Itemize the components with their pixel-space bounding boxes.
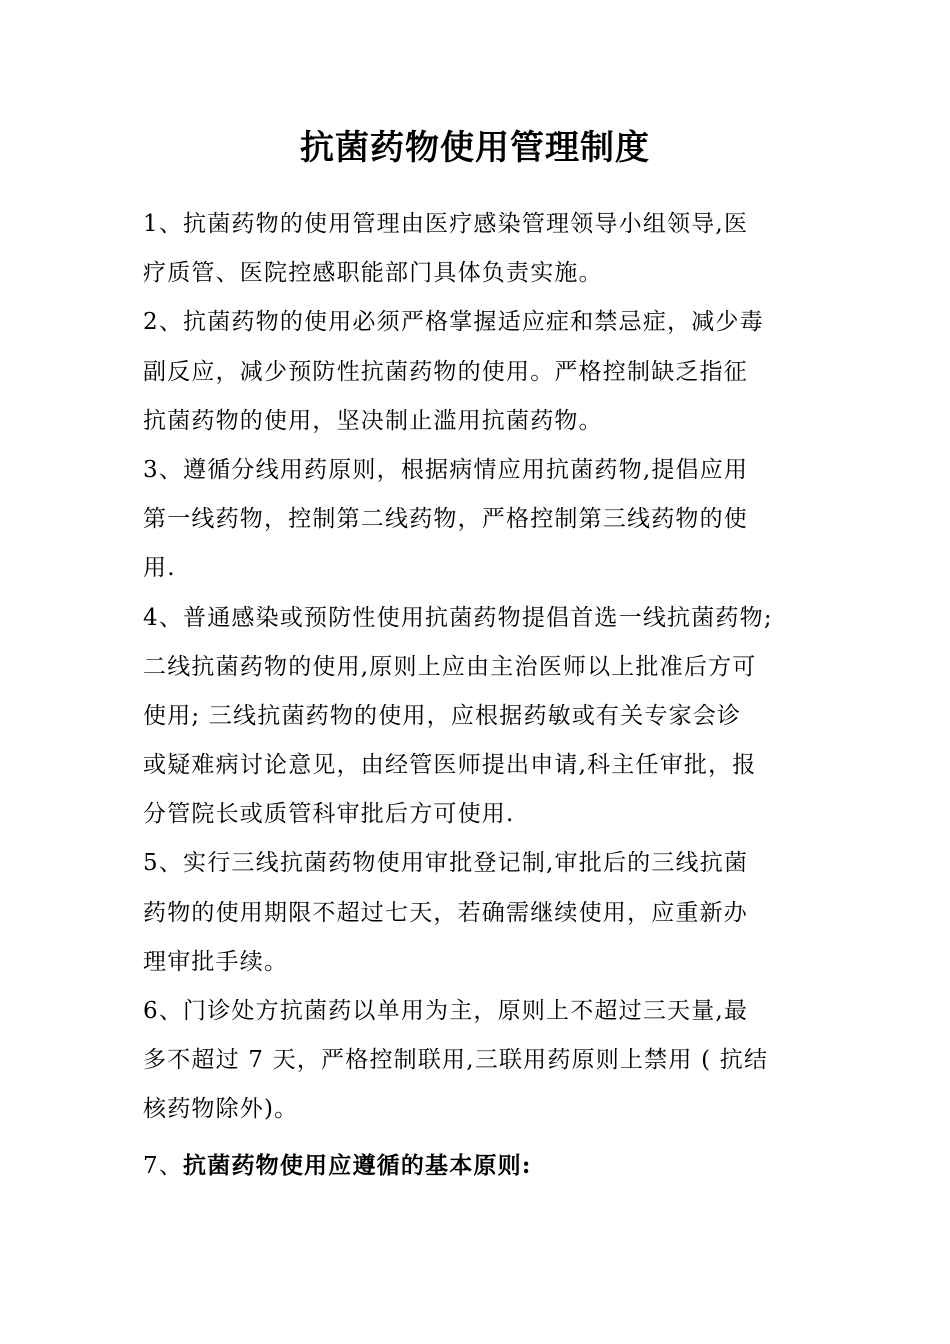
text-line: 抗菌药物的使用，坚决制止滥用抗菌药物。 (143, 407, 603, 434)
text-line: 使用; 三线抗菌药物的使用，应根据药敏或有关专家会诊 (143, 702, 742, 729)
text-line: 理审批手续。 (143, 948, 289, 975)
section-heading-line (143, 1141, 823, 1190)
text-line: 二线抗菌药物的使用,原则上应由主治医师以上批准后方可 (143, 653, 757, 680)
text-line: 药物的使用期限不超过七天，若确需继续使用，应重新办 (143, 899, 748, 926)
section-heading: 抗菌药物使用应遵循的基本原则: (183, 1151, 532, 1179)
section-number: 7、 (143, 1152, 184, 1179)
text-line: 多不超过 7 天，严格控制联用,三联用药原则上禁用 ( 抗结 (143, 1047, 769, 1074)
document-title: 抗菌药物使用管理制度 (300, 128, 650, 168)
text-line: 核药物除外)。 (143, 1096, 299, 1123)
text-line: 副反应，减少预防性抗菌药物的使用。严格控制缺乏指征 (143, 358, 748, 385)
text-line: 3、遵循分线用药原则，根据病情应用抗菌药物,提倡应用 (143, 456, 749, 483)
text-line: 分管院长或质管科审批后方可使用. (143, 801, 515, 828)
text-line: 2、抗菌药物的使用必须严格掌握适应症和禁忌症，减少毒 (143, 309, 764, 336)
text-line: 用. (143, 555, 176, 582)
text-line: 4、普通感染或预防性使用抗菌药物提倡首选一线抗菌药物; (143, 604, 773, 631)
text-line: 第一线药物，控制第二线药物，严格控制第三线药物的使 (143, 506, 748, 533)
document-body (143, 200, 823, 1190)
text-line: 1、抗菌药物的使用管理由医疗感染管理领导小组领导,医 (143, 211, 749, 237)
text-line: 或疑难病讨论意见，由经管医师提出申请,科主任审批，报 (143, 752, 757, 779)
text-line: 6、门诊处方抗菌药以单用为主，原则上不超过三天量,最 (143, 998, 749, 1024)
text-line: 疗质管、医院控感职能部门具体负责实施。 (143, 260, 603, 287)
text-line: 5、实行三线抗菌药物使用审批登记制,审批后的三线抗菌 (143, 850, 749, 877)
